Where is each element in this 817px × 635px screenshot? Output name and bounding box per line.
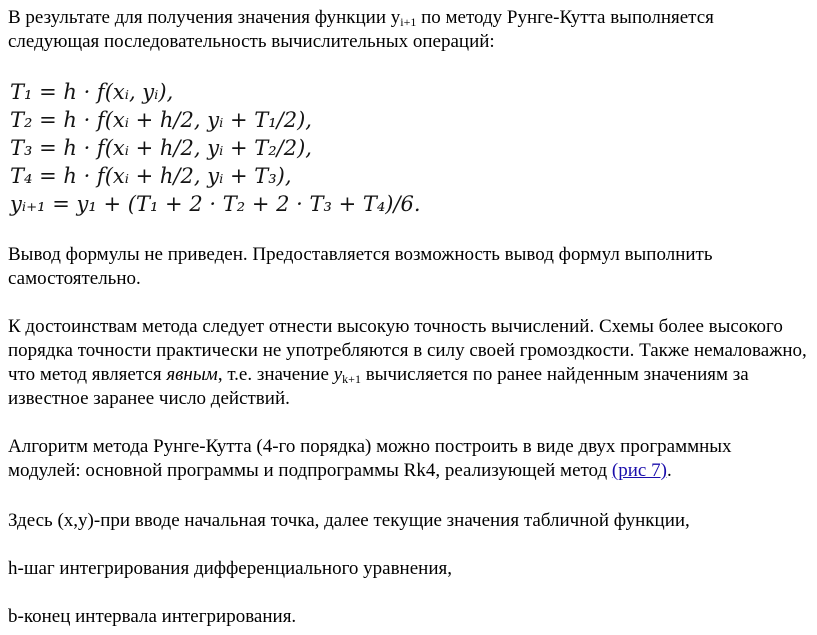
explicit-term: явным	[166, 364, 218, 385]
here-xy-line: Здесь (x,y)-при вводе начальная точка, далее текущие значения табличной функции,	[8, 510, 690, 531]
y-subscript: k+1	[342, 372, 361, 386]
algorithm-text-before: Алгоритм метода Рунге-Кутта (4-го порядка) можно построить в виде двух программных модулей: основной программы и подпрограммы Rk4, реализующей метод	[8, 436, 732, 481]
advantages-text-after: вычисляется по ранее найденным значениям за известное заранее число действий.	[8, 364, 749, 409]
figure-7-link[interactable]: (рис 7)	[611, 460, 667, 481]
intro-text-before: В результате для получения значения функции y	[8, 7, 401, 28]
b-end-line: b-конец интервала интегрирования.	[8, 606, 297, 627]
formula-t3: T₃ = h · f(xᵢ + h/2, yᵢ + T₂/2),	[10, 136, 312, 160]
algorithm-paragraph	[8, 435, 808, 483]
formula-y-next: yᵢ₊₁ = y₁ + (T₁ + 2 · T₂ + 2 · T₃ + T₄)/6.	[10, 192, 421, 216]
advantages-paragraph	[8, 315, 808, 411]
formula-t1: T₁ = h · f(xᵢ, yᵢ),	[10, 80, 174, 104]
intro-subscript: i+1	[400, 15, 417, 29]
advantages-text-middle: , т.е. значение	[217, 364, 334, 385]
y-variable: y	[333, 364, 343, 385]
formula-t4: T₄ = h · f(xᵢ + h/2, yᵢ + T₃),	[10, 164, 292, 188]
algorithm-text-after: .	[666, 460, 672, 481]
formula-t2: T₂ = h · f(xᵢ + h/2, yᵢ + T₁/2),	[10, 108, 312, 132]
derivation-note: Вывод формулы не приведен. Предоставляется возможность вывод формул выполнить самостоятельно.	[8, 244, 713, 289]
advantages-text-before: К достоинствам метода следует отнести высокую точность вычислений. Схемы более высокого порядка точности практически не употребляются в силу своей громоздкости. Также немаловажно, что метод является	[8, 316, 807, 385]
h-step-line: h-шаг интегрирования дифференциального уравнения,	[8, 558, 452, 579]
intro-paragraph	[8, 6, 808, 54]
intro-text-after: по методу Рунге-Кутта выполняется следующая последовательность вычислительных операций:	[8, 7, 714, 52]
